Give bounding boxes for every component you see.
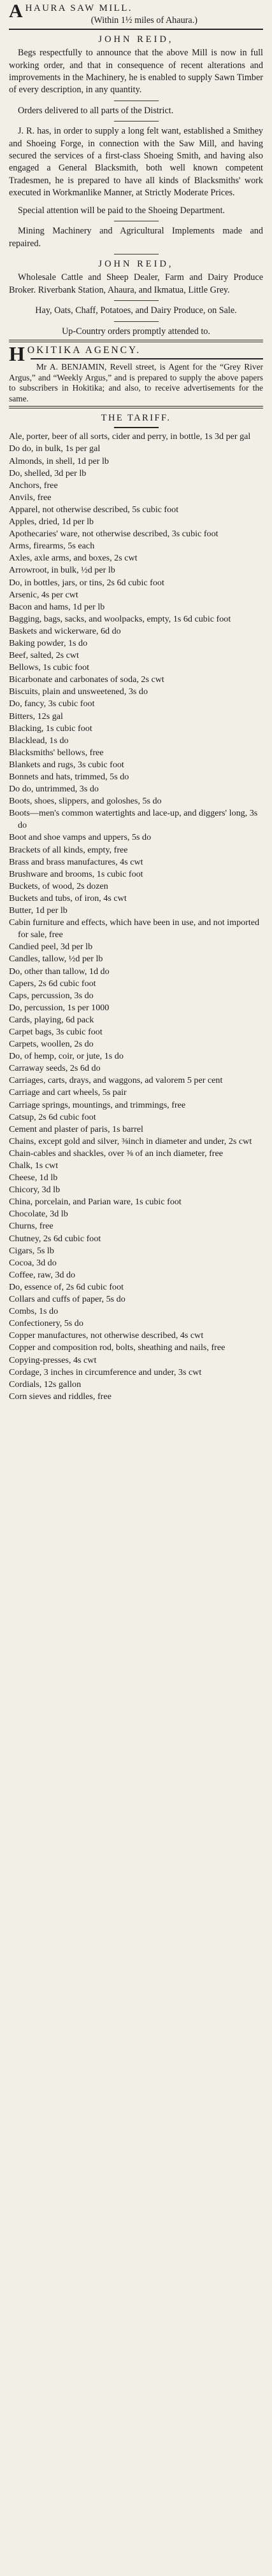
tariff-item: Almonds, in shell, 1d per lb [9, 456, 109, 466]
tariff-section [9, 412, 263, 1403]
divider [114, 321, 159, 322]
tariff-item: Chicory, 3d lb [9, 1185, 61, 1195]
tariff-item: Do do, in bulk, 1s per gal [9, 443, 101, 454]
special-paragraph: Special attention will be paid to the Shoeing Department. [18, 205, 225, 216]
tariff-item: Copper and composition rod, bolts, sheathing and nails, free [9, 1342, 225, 1353]
tariff-item: Anchors, free [9, 480, 58, 491]
tariff-item: Boots, shoes, slippers, and goloshes, 5s do [9, 796, 162, 807]
tariff-item: Caps, percussion, 3s do [9, 990, 94, 1001]
tariff-item: Do, fancy, 3s cubic foot [9, 699, 95, 709]
tariff-item: Copying-presses, 4s cwt [9, 1354, 97, 1365]
divider [9, 29, 263, 30]
tariff-item: Carraway seeds, 2s 6d do [9, 1063, 101, 1074]
tariff-item: Combs, 1s do [9, 1306, 59, 1317]
tariff-item: Buckets, of wood, 2s dozen [9, 881, 108, 891]
tariff-item: Anvils, free [9, 492, 52, 503]
tariff-item: Carriages, carts, drays, and waggons, ad valorem 5 per cent [9, 1075, 223, 1086]
tariff-item: Apples, dried, 1d per lb [9, 517, 94, 527]
tariff-item: Cigars, 5s lb [9, 1245, 54, 1256]
tariff-item: Confectionery, 5s do [9, 1318, 83, 1329]
tariff-item: Brushware and brooms, 1s cubic foot [9, 868, 143, 879]
tariff-item: Buckets and tubs, of iron, 4s cwt [9, 893, 127, 903]
tariff-item: Copper manufactures, not otherwise described, 4s cwt [9, 1330, 204, 1341]
tariff-item: Bonnets and hats, trimmed, 5s do [9, 772, 129, 782]
section-divider [9, 340, 263, 342]
tariff-item: Chain-cables and shackles, over ⅜ of an inch diameter, free [9, 1148, 223, 1159]
tariff-item: Bicarbonate and carbonates of soda, 2s cwt [9, 674, 164, 685]
wholesale-paragraph: Wholesale Cattle and Sheep Dealer, Farm and Dairy Produce Broker. Riverbank Station, Ahaura, and Ikmatua, Little Grey. [9, 272, 263, 295]
tariff-item: Churns, free [9, 1221, 54, 1232]
tariff-item: Cabin furniture and effects, which have been in use, and not imported for sale, free [9, 917, 260, 940]
tariff-item: Baking powder, 1s do [9, 637, 88, 648]
tariff-item: Do, of hemp, coir, or jute, 1s do [9, 1051, 124, 1062]
tariff-item: Blacksmiths' bellows, free [9, 747, 104, 758]
tariff-item: Apothecaries' ware, not otherwise described, 3s cubic foot [9, 529, 218, 540]
smithy-paragraph: J. R. has, in order to supply a long felt want, established a Smithey and Shoeing Forge, in connection with the Saw Mill, and having secured the services of a first-class Shoeing Smith, and having also engaged a General Blacksmith, both well known competent Tradesmen, he is prepared to have all kinds of Blacksmiths' work executed in Workmanlike Manner, at Strictly Moderate Prices. [9, 126, 263, 198]
ad-title: HAURA SAW MILL. [25, 3, 132, 13]
tariff-item: Chains, except gold and silver, ⅜inch in diameter and under, 2s cwt [9, 1136, 252, 1146]
ad-intro-paragraph: Begs respectfully to announce that the above Mill is now in full working order, and that in consequence of recent alterations and improvements in the Machinery, he is enabled to supply Sawn Timber of every description, in any quantity. [9, 48, 263, 95]
tariff-item: Cheese, 1d lb [9, 1173, 58, 1183]
ad-title: OKITIKA AGENCY. [27, 344, 141, 356]
dropcap-letter: H [9, 342, 25, 365]
tariff-item: Chocolate, 3d lb [9, 1209, 68, 1220]
ad-subheading: (Within 1½ miles of Ahaura.) [90, 15, 197, 26]
tariff-item: Brackets of all kinds, empty, free [9, 844, 128, 855]
tariff-item: Catsup, 2s 6d cubic foot [9, 1111, 96, 1122]
tariff-item: Blacking, 1s cubic foot [9, 723, 92, 734]
dropcap-letter: A [9, 1, 23, 22]
mining-paragraph: Mining Machinery and Agricultural Implements made and repaired. [9, 226, 263, 249]
tariff-item: Blankets and rugs, 3s cubic foot [9, 759, 124, 770]
tariff-item: Cement and plaster of paris, 1s barrel [9, 1124, 143, 1134]
tariff-item: Cocoa, 3d do [9, 1257, 57, 1268]
divider [114, 300, 159, 301]
tariff-item: Bacon and hams, 1d per lb [9, 601, 105, 612]
tariff-item: Do, essence of, 2s 6d cubic foot [9, 1281, 124, 1292]
tariff-list [9, 431, 263, 1403]
tariff-item: Biscuits, plain and unsweetened, 3s do [9, 686, 148, 697]
tariff-item: Cordials, 12s gallon [9, 1379, 82, 1389]
agency-paragraph: Mr A. BENJAMIN, Revell street, is Agent for the “Grey River Argus,” and “Weekly Argus,” and is prepared to supply the above papers to subscribers in Hokitika; and also, to receive advertisements for the same. [9, 362, 263, 403]
tariff-item: Bitters, 12s gal [9, 711, 63, 721]
tariff-item: Capers, 2s 6d cubic foot [9, 978, 96, 989]
tariff-item: China, porcelain, and Parian ware, 1s cubic foot [9, 1197, 182, 1208]
divider [31, 358, 263, 359]
tariff-item: Arrowroot, in bulk, ½d per lb [9, 565, 115, 576]
upcountry-line: Up-Country orders promptly attended to. [62, 326, 210, 337]
tariff-item: Cordage, 3 inches in circumference and under, 3s cwt [9, 1367, 202, 1377]
tariff-item: Ale, porter, beer of all sorts, cider and perry, in bottle, 1s 3d per gal [9, 431, 251, 442]
tariff-item: Beef, salted, 2s cwt [9, 650, 79, 661]
orders-paragraph: Orders delivered to all parts of the District. [18, 105, 174, 116]
tariff-item: Do, percussion, 1s per 1000 [9, 1002, 110, 1013]
tariff-title: THE TARIFF. [101, 412, 171, 423]
tariff-item: Carpets, woollen, 2s do [9, 1039, 94, 1050]
section-divider [9, 406, 263, 408]
tariff-item: Do, in bottles, jars, or tins, 2s 6d cubic foot [9, 577, 164, 588]
tariff-item: Do, other than tallow, 1d do [9, 966, 110, 977]
tariff-item: Butter, 1d per lb [9, 905, 68, 916]
tariff-item: Candied peel, 3d per lb [9, 942, 93, 952]
tariff-item: Chutney, 2s 6d cubic foot [9, 1233, 101, 1244]
hokitika-agency-ad [9, 344, 263, 404]
ad-heading [9, 342, 263, 365]
tariff-item: Cards, playing, 6d pack [9, 1014, 94, 1025]
tariff-item: Bellows, 1s cubic foot [9, 662, 90, 673]
tariff-item: Boots—men's common watertights and lace-up, and diggers' long, 3s do [9, 808, 258, 831]
tariff-item: Do do, untrimmed, 3s do [9, 784, 99, 795]
tariff-item: Carpet bags, 3s cubic foot [9, 1026, 103, 1037]
tariff-item: Bagging, bags, sacks, and woolpacks, empty, 1s 6d cubic foot [9, 613, 231, 624]
advertiser-name: JOHN REID, [98, 34, 174, 45]
tariff-item: Arsenic, 4s per cwt [9, 589, 78, 600]
tariff-item: Baskets and wickerware, 6d do [9, 625, 121, 636]
tariff-item: Boot and shoe vamps and uppers, 5s do [9, 832, 152, 843]
advertiser-name-2: JOHN REID, [98, 258, 174, 269]
tariff-item: Candles, tallow, ½d per lb [9, 954, 103, 964]
tariff-item: Chalk, 1s cwt [9, 1160, 59, 1171]
tariff-item: Axles, axle arms, and boxes, 2s cwt [9, 553, 138, 564]
tariff-item: Corn sieves and riddles, free [9, 1391, 111, 1402]
tariff-item: Do, shelled, 3d per lb [9, 468, 87, 478]
ahaura-saw-mill-ad [9, 3, 263, 338]
divider [114, 427, 159, 428]
tariff-item: Brass and brass manufactures, 4s cwt [9, 856, 143, 867]
tariff-item: Coffee, raw, 3d do [9, 1269, 76, 1280]
tariff-item: Collars and cuffs of paper, 5s do [9, 1294, 125, 1305]
divider [114, 121, 159, 122]
tariff-item: Carriage and cart wheels, 5s pair [9, 1087, 127, 1098]
tariff-item: Apparel, not otherwise described, 5s cubic foot [9, 504, 179, 515]
tariff-item: Carriage springs, mountings, and trimmings, free [9, 1099, 186, 1110]
tariff-item: Blacklead, 1s do [9, 735, 69, 746]
tariff-item: Arms, firearms, 5s each [9, 541, 95, 552]
hay-paragraph: Hay, Oats, Chaff, Potatoes, and Dairy Produce, on Sale. [35, 305, 237, 316]
